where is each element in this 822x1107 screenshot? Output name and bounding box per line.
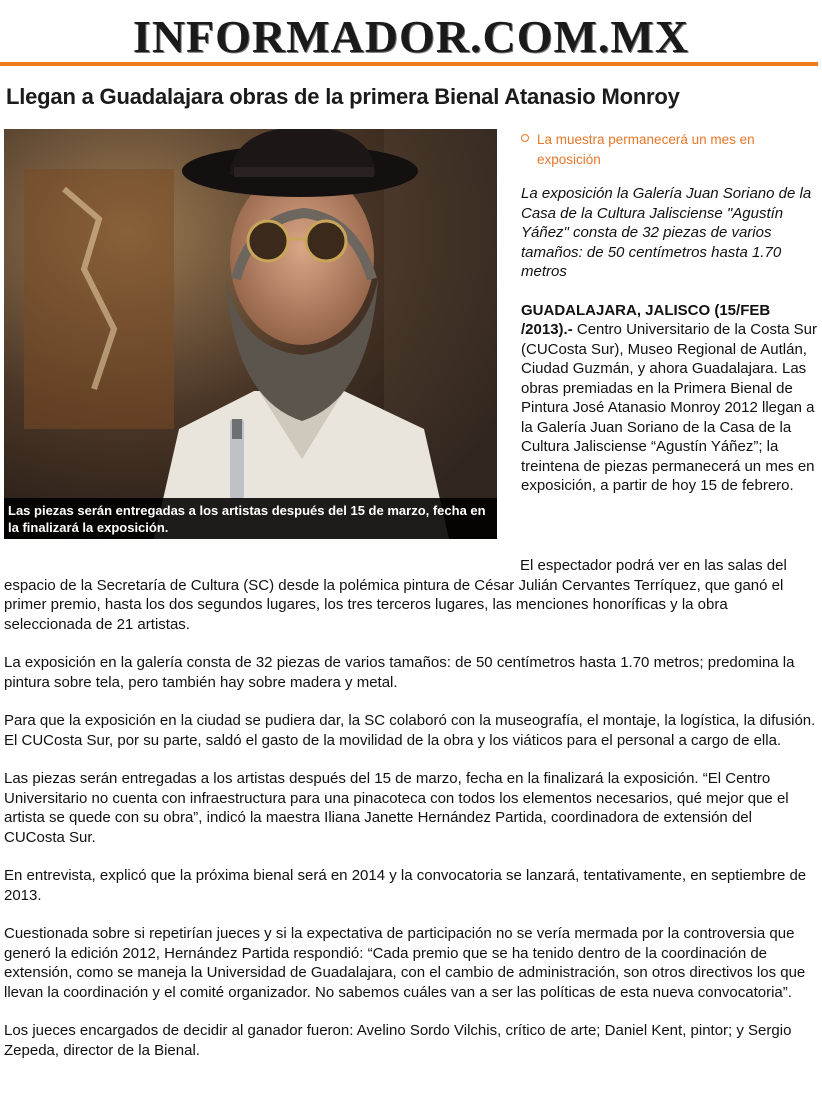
article-body [4, 556, 816, 1079]
paragraph-start: El espectador podrá ver en las salas del [520, 557, 787, 574]
paragraph: Cuestionada sobre si repetirían jueces y si la expectativa de participación no se vería mermada por la controversia que generó la edición 2012, Hernández Partida respondió: “Cada premio que se ha tenido dentro de la coordinación de extensión, como se maneja la Universidad de Guadalajara, con el cambio de administración, son otros directivos los que llevan la coordinación y el comité organizador. No sabemos cuáles van a ser las políticas de esta nueva convocatoria”. [4, 925, 806, 1001]
paragraph [4, 556, 816, 634]
paragraph: En entrevista, explicó que la próxima bienal será en 2014 y la convocatoria se lanzará, tentativamente, en septiembre de 2013. [4, 867, 807, 904]
article-headline: Llegan a Guadalajara obras de la primera Bienal Atanasio Monroy [6, 84, 680, 109]
paragraph: Para que la exposición en la ciudad se pudiera dar, la SC colaboró con la museografía, el montaje, la logística, la difusión. El CUCosta Sur, por su parte, saldó el gasto de la movilidad de la obra y los viáticos para el personal a cargo de ella. [4, 712, 816, 749]
photo-illustration [4, 129, 497, 539]
article-dateline: GUADALAJARA, JALISCO (15/FEB /2013).- [521, 301, 771, 338]
paragraph: La exposición en la galería consta de 32 piezas de varios tamaños: de 50 centímetros hasta 1.70 metros; predomina la pintura sobre tela, pero también hay sobre madera y metal. [4, 654, 795, 691]
paragraph: Las piezas serán entregadas a los artistas después del 15 de marzo, fecha en la finalizará la exposición. “El Centro Universitario no cuenta con infraestructura para una pinacoteca con todos los elementos necesarios, qué mejor que el artista se quede con su obra”, indicó la maestra Iliana Janette Hernández Partida, coordinadora de extensión del CUCosta Sur. [4, 770, 789, 846]
site-logo[interactable]: INFORMADOR.COM.MX [132, 11, 690, 62]
bullet-circle-icon [521, 134, 529, 142]
masthead [0, 0, 822, 68]
highlight-bullet[interactable] [521, 130, 817, 170]
highlight-bullet-text: La muestra permanecerá un mes en exposición [537, 132, 755, 167]
paragraph: Los jueces encargados de decidir al ganador fueron: Avelino Sordo Vilchis, crítico de arte; Daniel Kent, pintor; y Sergio Zepeda, director de la Bienal. [4, 1022, 792, 1059]
article-lead [521, 301, 817, 496]
photo-caption: Las piezas serán entregadas a los artistas después del 15 de marzo, fecha en la finalizará la exposición. [4, 498, 497, 539]
masthead-rule [0, 62, 818, 66]
article-photo [4, 129, 497, 539]
article-sidebar [521, 130, 817, 496]
article-summary: La exposición la Galería Juan Soriano de la Casa de la Cultura Jalisciense "Agustín Yáñez" consta de 32 piezas de varios tamaños: de 50 centímetros hasta 1.70 metros [521, 185, 812, 280]
paragraph-rest: espacio de la Secretaría de Cultura (SC) desde la polémica pintura de César Julián Cervantes Terríquez, que ganó el primer premio, hasta los dos segundos lugares, los tres terceros lugares, las menciones honoríficas y la obra seleccionada de 21 artistas. [4, 576, 784, 633]
article-lead-text: Centro Universitario de la Costa Sur (CUCosta Sur), Museo Regional de Autlán, Ciudad Guzmán, y ahora Guadalajara. Las obras premiadas en la Primera Bienal de Pintura José Atanasio Monroy 2012 llegan a la Galería Juan Soriano de la Casa de la Cultura Jalisciense “Agustín Yáñez”; la treintena de piezas permanecerá un mes en exposición, a partir de hoy 15 de febrero. [521, 321, 817, 494]
